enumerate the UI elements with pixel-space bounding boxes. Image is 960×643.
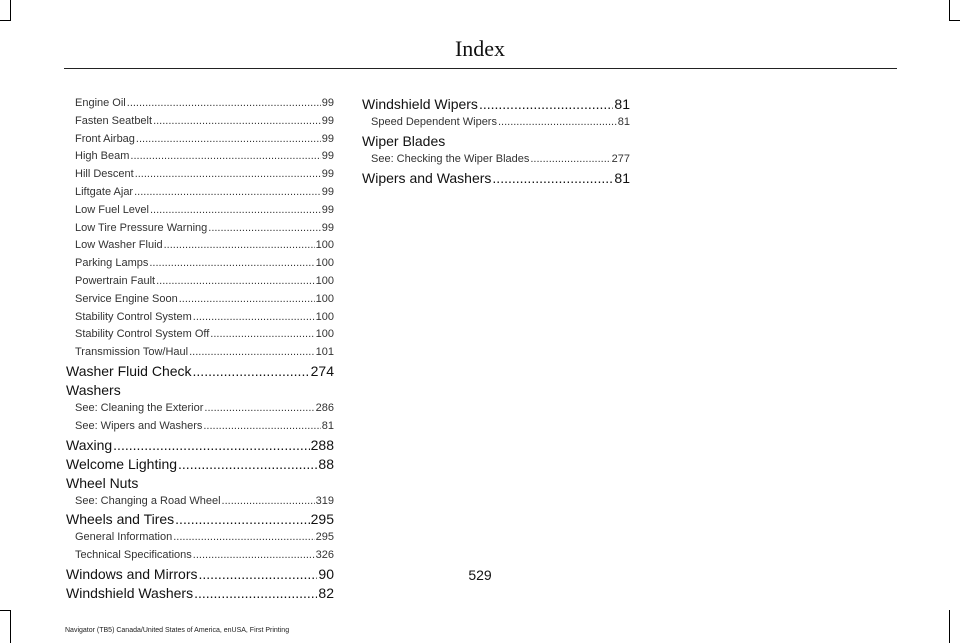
index-entry-label: Washers: [66, 381, 121, 398]
index-entry-label: Windshield Washers: [66, 584, 194, 601]
index-entry: [66, 529, 334, 547]
index-entry-page: 99: [321, 114, 334, 127]
dot-leader: [136, 131, 321, 149]
index-entry-label: Wheels and Tires: [66, 511, 175, 528]
index-entry-page: 99: [321, 97, 334, 109]
index-entry-page: 101: [315, 346, 334, 359]
dot-leader: [149, 255, 314, 273]
index-entry-label: Waxing: [66, 436, 113, 453]
index-entry: [362, 169, 630, 188]
header-rule: [64, 68, 897, 69]
index-entry: [66, 436, 334, 455]
dot-leader: [210, 326, 314, 344]
dot-leader: [492, 169, 613, 188]
index-entry: [66, 309, 334, 327]
index-entry: [66, 326, 334, 344]
index-entry-label: Technical Specifications: [75, 549, 192, 562]
dot-leader: [498, 114, 617, 132]
dot-leader: [113, 436, 309, 455]
index-entry-page: 319: [315, 494, 334, 507]
index-entry-label: Hill Descent: [75, 168, 134, 181]
dot-leader: [208, 220, 320, 238]
index-entry: [66, 455, 334, 474]
index-entry: [66, 184, 334, 202]
dot-leader: [193, 547, 315, 565]
index-entry-page: 100: [315, 239, 334, 252]
index-column-right: [362, 95, 630, 188]
index-entry-label: Low Fuel Level: [75, 203, 149, 216]
dot-leader: [178, 455, 317, 474]
index-entry-label: Service Engine Soon: [75, 292, 178, 305]
index-entry-label: Windows and Mirrors: [66, 565, 198, 582]
dot-leader: [134, 184, 321, 202]
index-entry: [66, 273, 334, 291]
dot-leader: [164, 237, 315, 255]
index-entry-label: Low Tire Pressure Warning: [75, 221, 208, 234]
index-entry: [66, 400, 334, 418]
index-entry-page: 81: [614, 169, 630, 186]
index-entry-page: 99: [321, 132, 334, 145]
index-entry: [66, 166, 334, 184]
index-entry-page: 288: [310, 436, 334, 453]
index-entry: [66, 381, 334, 400]
index-entry-page: 100: [315, 292, 334, 305]
dot-leader: [130, 148, 320, 166]
dot-leader: [175, 510, 309, 529]
dot-leader: [135, 166, 321, 184]
dot-leader: [203, 418, 320, 436]
index-entry: [66, 148, 334, 166]
index-entry: [66, 493, 334, 511]
index-entry-page: 81: [617, 116, 630, 128]
index-entry-label: High Beam: [75, 150, 130, 163]
dot-leader: [153, 113, 321, 131]
index-entry: [362, 132, 630, 151]
index-entry: [362, 114, 630, 132]
index-entry-page: 100: [315, 274, 334, 287]
index-entry: [66, 547, 334, 565]
index-entry: [66, 584, 334, 603]
index-entry-label: Stability Control System Off: [75, 328, 210, 341]
index-entry-page: 295: [315, 531, 334, 544]
index-entry-page: 295: [310, 511, 334, 528]
index-entry: [362, 95, 630, 114]
index-entry: [66, 255, 334, 273]
index-entry-label: See: Changing a Road Wheel: [75, 494, 221, 507]
index-entry-page: 100: [315, 328, 334, 341]
index-entry-label: See: Cleaning the Exterior: [75, 401, 204, 414]
index-entry-label: Speed Dependent Wipers: [371, 116, 497, 128]
index-entry: [66, 113, 334, 131]
page-number: 529: [468, 567, 492, 583]
index-entry: [66, 510, 334, 529]
index-entry-page: 99: [321, 203, 334, 216]
index-entry: [66, 474, 334, 493]
index-entry-page: 82: [318, 584, 334, 601]
index-entry-label: General Information: [75, 531, 173, 544]
crop-mark-top-right-v: [949, 0, 950, 20]
dot-leader: [127, 95, 321, 113]
page-header-title: Index: [454, 36, 506, 61]
index-entry-label: Washer Fluid Check: [66, 362, 192, 379]
index-entry: [66, 344, 334, 362]
index-entry: [66, 362, 334, 381]
index-entry-page: 88: [318, 455, 334, 472]
footer-text: Navigator (TB5) Canada/United States of America, enUSA, First Printing: [65, 627, 290, 634]
index-entry-page: 326: [315, 549, 334, 562]
index-entry-label: Low Washer Fluid: [75, 239, 163, 252]
dot-leader: [179, 291, 315, 309]
index-entry-label: Parking Lamps: [75, 257, 149, 270]
dot-leader: [204, 400, 314, 418]
crop-mark-top-left-v: [10, 0, 11, 20]
index-entry-page: 99: [321, 221, 334, 234]
dot-leader: [194, 584, 317, 603]
index-entry: [362, 151, 630, 169]
index-entry-label: Engine Oil: [75, 97, 126, 109]
index-entry-label: Windshield Wipers: [362, 96, 478, 112]
dot-leader: [193, 362, 310, 381]
index-entry: [66, 418, 334, 436]
index-column-left: [66, 95, 334, 603]
index-entry-label: See: Wipers and Washers: [75, 419, 203, 432]
index-entry-label: Wiper Blades: [362, 132, 446, 149]
dot-leader: [150, 202, 321, 220]
index-entry-page: 100: [315, 310, 334, 323]
crop-mark-top-left-h: [0, 20, 11, 21]
index-entry: [66, 220, 334, 238]
index-entry: [66, 95, 334, 113]
dot-leader: [222, 493, 315, 511]
index-entry-label: Wipers and Washers: [362, 169, 492, 186]
crop-mark-bottom-left-h: [0, 610, 11, 611]
index-entry-label: Powertrain Fault: [75, 274, 156, 287]
index-entry: [66, 291, 334, 309]
index-entry-page: 277: [611, 152, 630, 165]
index-entry-page: 286: [315, 401, 334, 414]
index-entry-page: 90: [318, 565, 334, 582]
crop-mark-top-right-h: [949, 20, 960, 21]
index-entry-label: See: Checking the Wiper Blades: [371, 152, 530, 165]
crop-mark-bottom-right-v: [949, 610, 950, 643]
crop-mark-bottom-left-v: [10, 610, 11, 643]
index-entry-page: 99: [321, 168, 334, 181]
index-entry-page: 99: [321, 185, 334, 198]
index-entry: [66, 237, 334, 255]
index-entry-label: Front Airbag: [75, 132, 135, 145]
index-entry-label: Liftgate Ajar: [75, 185, 134, 198]
index-entry-page: 274: [310, 362, 334, 379]
index-entry-page: 81: [321, 419, 334, 432]
dot-leader: [530, 151, 610, 169]
dot-leader: [189, 344, 315, 362]
dot-leader: [193, 309, 315, 327]
dot-leader: [156, 273, 315, 291]
index-entry-label: Welcome Lighting: [66, 455, 178, 472]
dot-leader: [479, 95, 613, 114]
index-entry-label: Fasten Seatbelt: [75, 114, 153, 127]
index-entry-page: 99: [321, 150, 334, 163]
index-entry: [66, 131, 334, 149]
index-entry-page: 81: [614, 96, 630, 112]
index-entry-label: Transmission Tow/Haul: [75, 346, 189, 359]
index-entry-label: Stability Control System: [75, 310, 192, 323]
dot-leader: [173, 529, 314, 547]
index-entry-label: Wheel Nuts: [66, 474, 139, 491]
index-entry-page: 100: [315, 257, 334, 270]
index-entry: [66, 202, 334, 220]
